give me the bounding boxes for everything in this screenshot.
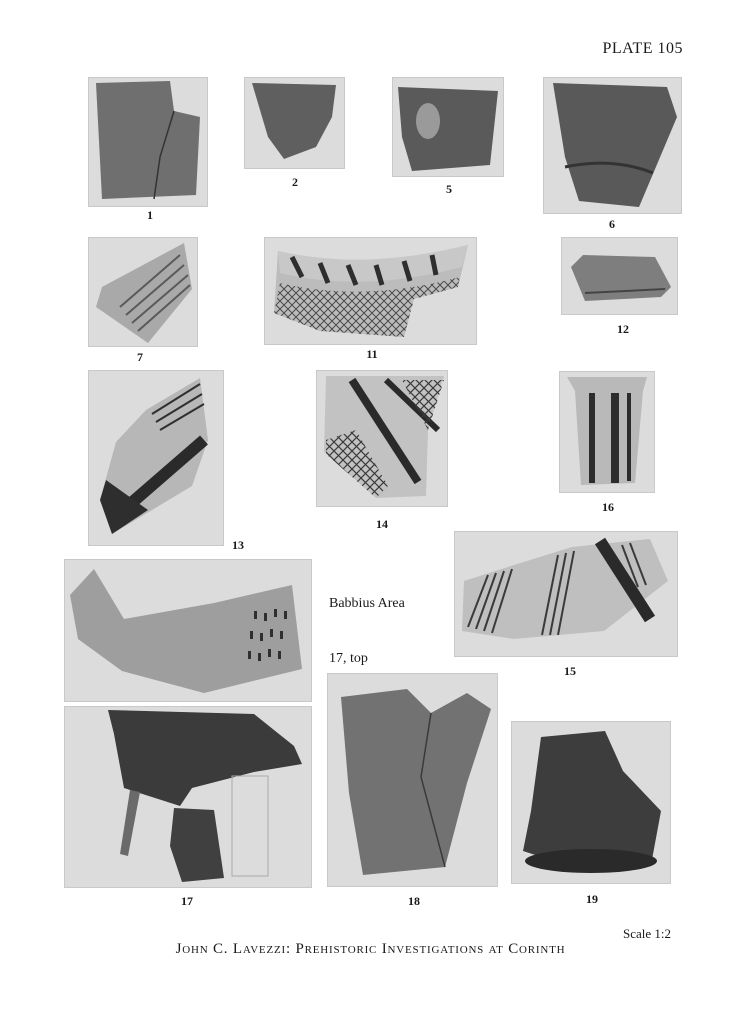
sherd-photo-15: [454, 531, 678, 657]
figure-label-15: 15: [564, 664, 576, 678]
figure-label-11: 11: [366, 347, 378, 361]
figure-label-19: 19: [586, 892, 598, 906]
figure-label-2: 2: [292, 175, 298, 189]
sherd-photo-1: [88, 77, 208, 207]
sherd-photo-14: [316, 370, 448, 507]
sherd-photo-7: [88, 237, 198, 347]
area-annotation: Babbius Area: [329, 596, 405, 611]
figure-label-6: 6: [609, 217, 615, 231]
sherd-16-image: [559, 371, 655, 493]
sherd-photo-5: [392, 77, 504, 177]
sherd-6-image: [543, 77, 682, 214]
figure-label-14: 14: [376, 517, 388, 531]
sherd-17-profile-image: [64, 706, 312, 888]
sherd-17-top-image: [64, 559, 312, 702]
sherd-photo-12: [561, 237, 678, 315]
figure-label-12: 12: [617, 322, 629, 336]
sherd-5-image: [392, 77, 504, 177]
sherd-18-image: [327, 673, 498, 887]
scale-note: Scale 1:2: [622, 926, 671, 941]
sherd-7-image: [88, 237, 198, 347]
sherd-photo-17-top: [64, 559, 312, 702]
sherd-12-image: [561, 237, 678, 315]
sherd-photo-2: [244, 77, 345, 169]
sherd-photo-17-profile: [64, 706, 312, 888]
sherd-19-image: [511, 721, 671, 884]
plate-caption: John C. Lavezzi: Prehistoric Investigations at Corinth: [175, 941, 566, 957]
sherd-photo-19: [511, 721, 671, 884]
sherd-13-image: [88, 370, 224, 546]
sherd-15-image: [454, 531, 678, 657]
figure-label-16: 16: [602, 500, 614, 514]
figure-label-7: 7: [137, 350, 143, 364]
sherd-11-image: [264, 237, 477, 345]
figure-label-17: 17: [181, 894, 193, 908]
sherd-photo-6: [543, 77, 682, 214]
sherd-14-image: [316, 370, 448, 507]
figure-label-1: 1: [147, 208, 153, 222]
figure-label-5: 5: [446, 182, 452, 196]
sherd-1-image: [88, 77, 208, 207]
sherd-photo-13: [88, 370, 224, 546]
sherd-photo-11: [264, 237, 477, 345]
sherd-2-image: [244, 77, 345, 169]
sherd-photo-16: [559, 371, 655, 493]
figure-label-13: 13: [232, 538, 244, 552]
sherd-photo-18: [327, 673, 498, 887]
view-annotation: 17, top: [329, 651, 368, 666]
plate-title: PLATE 105: [602, 40, 683, 57]
figure-label-18: 18: [408, 894, 420, 908]
